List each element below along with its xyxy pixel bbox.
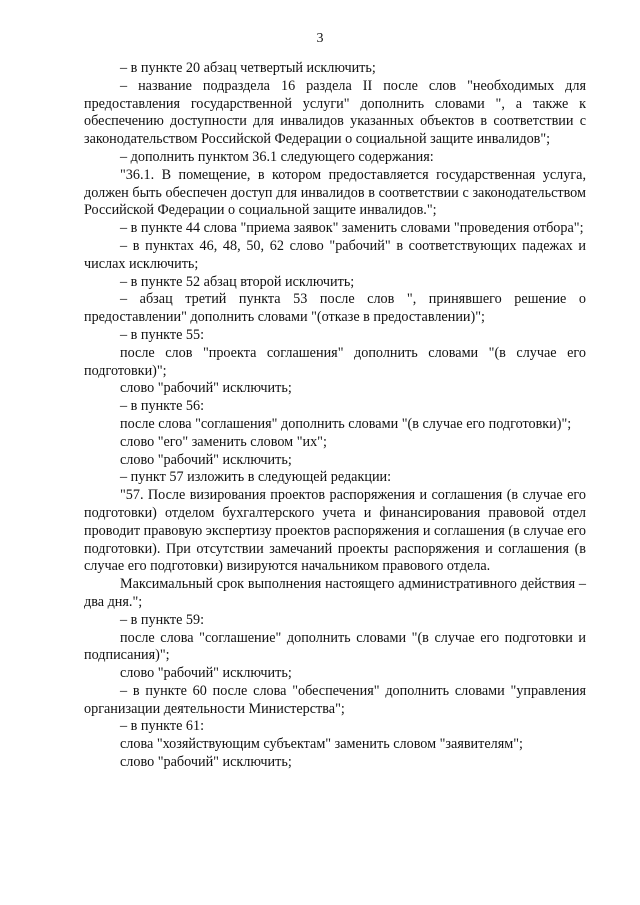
paragraph: – в пункте 60 после слова "обеспечения" дополнить словами "управления организации деятельности Министерства"; xyxy=(84,682,586,717)
paragraph: слово "его" заменить словом "их"; xyxy=(120,433,327,450)
paragraph: слова "хозяйствующим субъектам" заменить словом "заявителям"; xyxy=(120,736,523,753)
paragraph: – в пункте 52 абзац второй исключить; xyxy=(120,273,355,290)
paragraph: – в пункте 56: xyxy=(120,398,205,415)
paragraph: "36.1. В помещение, в котором предоставляется государственная услуга, должен быть обеспечен доступ для инвалидов в соответствии с законодательством Российской Федерации о социальной защите инвалидов."; xyxy=(84,166,586,219)
paragraph: – в пункте 55: xyxy=(120,326,205,343)
paragraph: – в пунктах 46, 48, 50, 62 слово "рабочий" в соответствующих падежах и числах исключить; xyxy=(84,237,586,272)
paragraph: слово "рабочий" исключить; xyxy=(120,665,292,682)
paragraph: – дополнить пунктом 36.1 следующего содержания: xyxy=(120,148,434,165)
paragraph: после слова "соглашения" дополнить словами "(в случае его подготовки)"; xyxy=(120,415,572,432)
paragraph: – название подраздела 16 раздела II после слов "необходимых для предоставления государственной услуги" дополнить словами ", а также к обеспечению доступности для инвалидов указанных объектов в соответствии с законодательством Российской Федерации о социальной защите инвалидов"; xyxy=(84,77,586,148)
paragraph: – пункт 57 изложить в следующей редакции: xyxy=(120,469,392,486)
paragraph: Максимальный срок выполнения настоящего административного действия – два дня."; xyxy=(84,576,586,610)
paragraph: после слова "соглашение" дополнить словами "(в случае его подготовки и подписания)"; xyxy=(84,629,586,664)
page-number: 3 xyxy=(316,31,324,46)
paragraph: – в пункте 59: xyxy=(120,611,205,628)
paragraph: после слов "проекта соглашения" дополнить словами "(в случае его подготовки)"; xyxy=(84,344,586,379)
paragraph: – в пункте 20 абзац четвертый исключить; xyxy=(120,60,376,76)
document-body xyxy=(84,60,586,772)
paragraph: слово "рабочий" исключить; xyxy=(120,451,292,468)
paragraph: слово "рабочий" исключить; xyxy=(120,754,292,771)
paragraph: слово "рабочий" исключить; xyxy=(120,380,292,397)
paragraph: – в пункте 44 слова "приема заявок" заменить словами "проведения отбора"; xyxy=(120,220,584,237)
paragraph: – в пункте 61: xyxy=(120,718,205,735)
paragraph: – абзац третий пункта 53 после слов ", принявшего решение о предоставлении" дополнить словами "(отказе в предоставлении)"; xyxy=(84,291,586,326)
paragraph: "57. После визирования проектов распоряжения и соглашения (в случае его подготовки) отделом бухгалтерского учета и финансирования правовой отдел проводит правовую экспертизу проектов распоряжения и соглашения (в случае его подготовки). При отсутствии замечаний проекты распоряжения и соглашения (в случае его подготовки) визируются начальником правового отдела. xyxy=(84,487,586,575)
